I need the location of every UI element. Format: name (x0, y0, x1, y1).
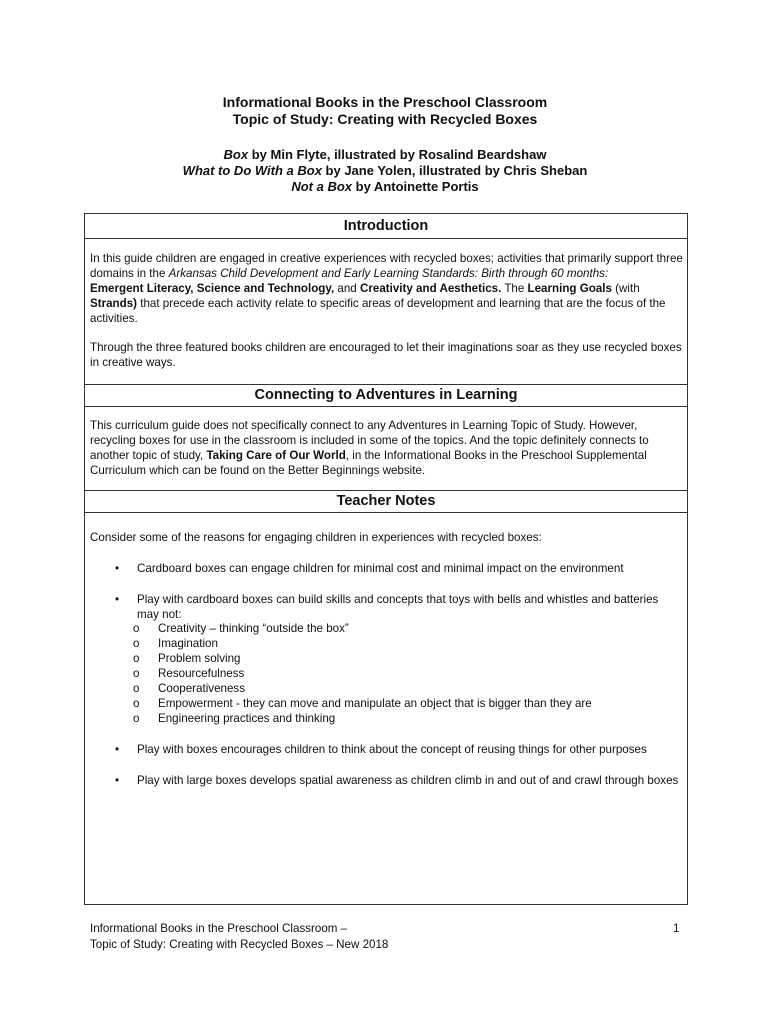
strands-term: Strands) (90, 297, 138, 310)
text-run: The (501, 282, 528, 295)
book-title: Box (223, 147, 249, 162)
sub-list-item: Cooperativeness (158, 682, 246, 695)
text-run: and (334, 282, 360, 295)
topic-of-study-name: Taking Care of Our World (206, 449, 346, 462)
sub-bullet-icon: o (133, 697, 140, 710)
sub-bullet-icon: o (133, 652, 140, 665)
sub-list-item: Creativity – thinking “outside the box” (158, 622, 349, 635)
domain-name: Emergent Literacy, Science and Technology, (90, 282, 335, 295)
list-item: Play with large boxes develops spatial awareness as children climb in and out of and crawl through boxes (137, 774, 679, 787)
document-title: Informational Books in the Preschool Classroom (222, 94, 548, 110)
sub-bullet-icon: o (133, 667, 140, 680)
section-heading-connecting: Connecting to Adventures in Learning (85, 384, 687, 407)
text-run: This curriculum guide does not specifically connect to any Adventures in Learning Topic of Study. However, recycling boxes for use in the classroom is included in some of the topics. And the topic definitely connects to another topic of study, (90, 419, 649, 462)
document-topic: Topic of Study: Creating with Recycled Boxes (232, 111, 538, 127)
sub-list-item: Problem solving (158, 652, 241, 665)
text-run: (with (611, 282, 640, 295)
connecting-paragraph (90, 418, 684, 478)
book-line-2 (0, 163, 770, 178)
teacher-notes-intro: Consider some of the reasons for engaging children in experiences with recycled boxes: (90, 531, 542, 544)
book-title: Not a Box (291, 179, 353, 194)
bullet-icon: • (115, 743, 120, 756)
book-credit: by Antoinette Portis (352, 179, 479, 194)
sub-bullet-icon: o (133, 622, 140, 635)
bullet-icon: • (115, 562, 120, 575)
sub-bullet-icon: o (133, 712, 140, 725)
book-credit: by Min Flyte, illustrated by Rosalind Beardshaw (248, 147, 547, 162)
sub-bullet-icon: o (133, 637, 140, 650)
footer-line-1: Informational Books in the Preschool Classroom – (90, 922, 348, 935)
footer-line-2: Topic of Study: Creating with Recycled Boxes – New 2018 (90, 938, 389, 951)
sub-list-item: Imagination (158, 637, 218, 650)
introduction-paragraph-1 (90, 251, 684, 326)
page-number: 1 (673, 922, 680, 935)
book-line-3 (0, 179, 770, 194)
section-heading-teacher-notes: Teacher Notes (85, 490, 687, 513)
sub-bullet-icon: o (133, 682, 140, 695)
list-item: Play with boxes encourages children to think about the concept of reusing things for other purposes (137, 743, 647, 756)
list-item: Play with cardboard boxes can build skills and concepts that toys with bells and whistles and batteries may not: (137, 593, 659, 621)
sub-list-item: Engineering practices and thinking (158, 712, 336, 725)
text-run: that precede each activity relate to specific areas of development and learning that are the focus of the activities. (90, 297, 666, 325)
text-run: , in the Informational Books in the Preschool Supplemental Curriculum which can be found on the Better Beginnings website. (90, 449, 647, 477)
bullet-icon: • (115, 593, 120, 606)
standards-title: Arkansas Child Development and Early Learning Standards: Birth through 60 months: (168, 267, 609, 280)
text-run: In this guide children are engaged in creative experiences with recycled boxes; activities that primarily support three domains in the (90, 252, 683, 280)
content-frame (84, 213, 688, 905)
section-heading-introduction: Introduction (85, 214, 687, 239)
book-title: What to Do With a Box (182, 163, 322, 178)
introduction-paragraph-2: Through the three featured books children are encouraged to let their imaginations soar as they use recycled boxes in creative ways. (90, 341, 682, 369)
list-item: Cardboard boxes can engage children for minimal cost and minimal impact on the environment (137, 562, 624, 575)
domain-name: Creativity and Aesthetics. (359, 282, 502, 295)
sub-list-item: Resourcefulness (158, 667, 245, 680)
book-credit: by Jane Yolen, illustrated by Chris Sheban (321, 163, 588, 178)
bullet-icon: • (115, 774, 120, 787)
learning-goals-term: Learning Goals (527, 282, 612, 295)
sub-list-item: Empowerment - they can move and manipulate an object that is bigger than they are (158, 697, 592, 710)
book-line-1 (0, 147, 770, 162)
